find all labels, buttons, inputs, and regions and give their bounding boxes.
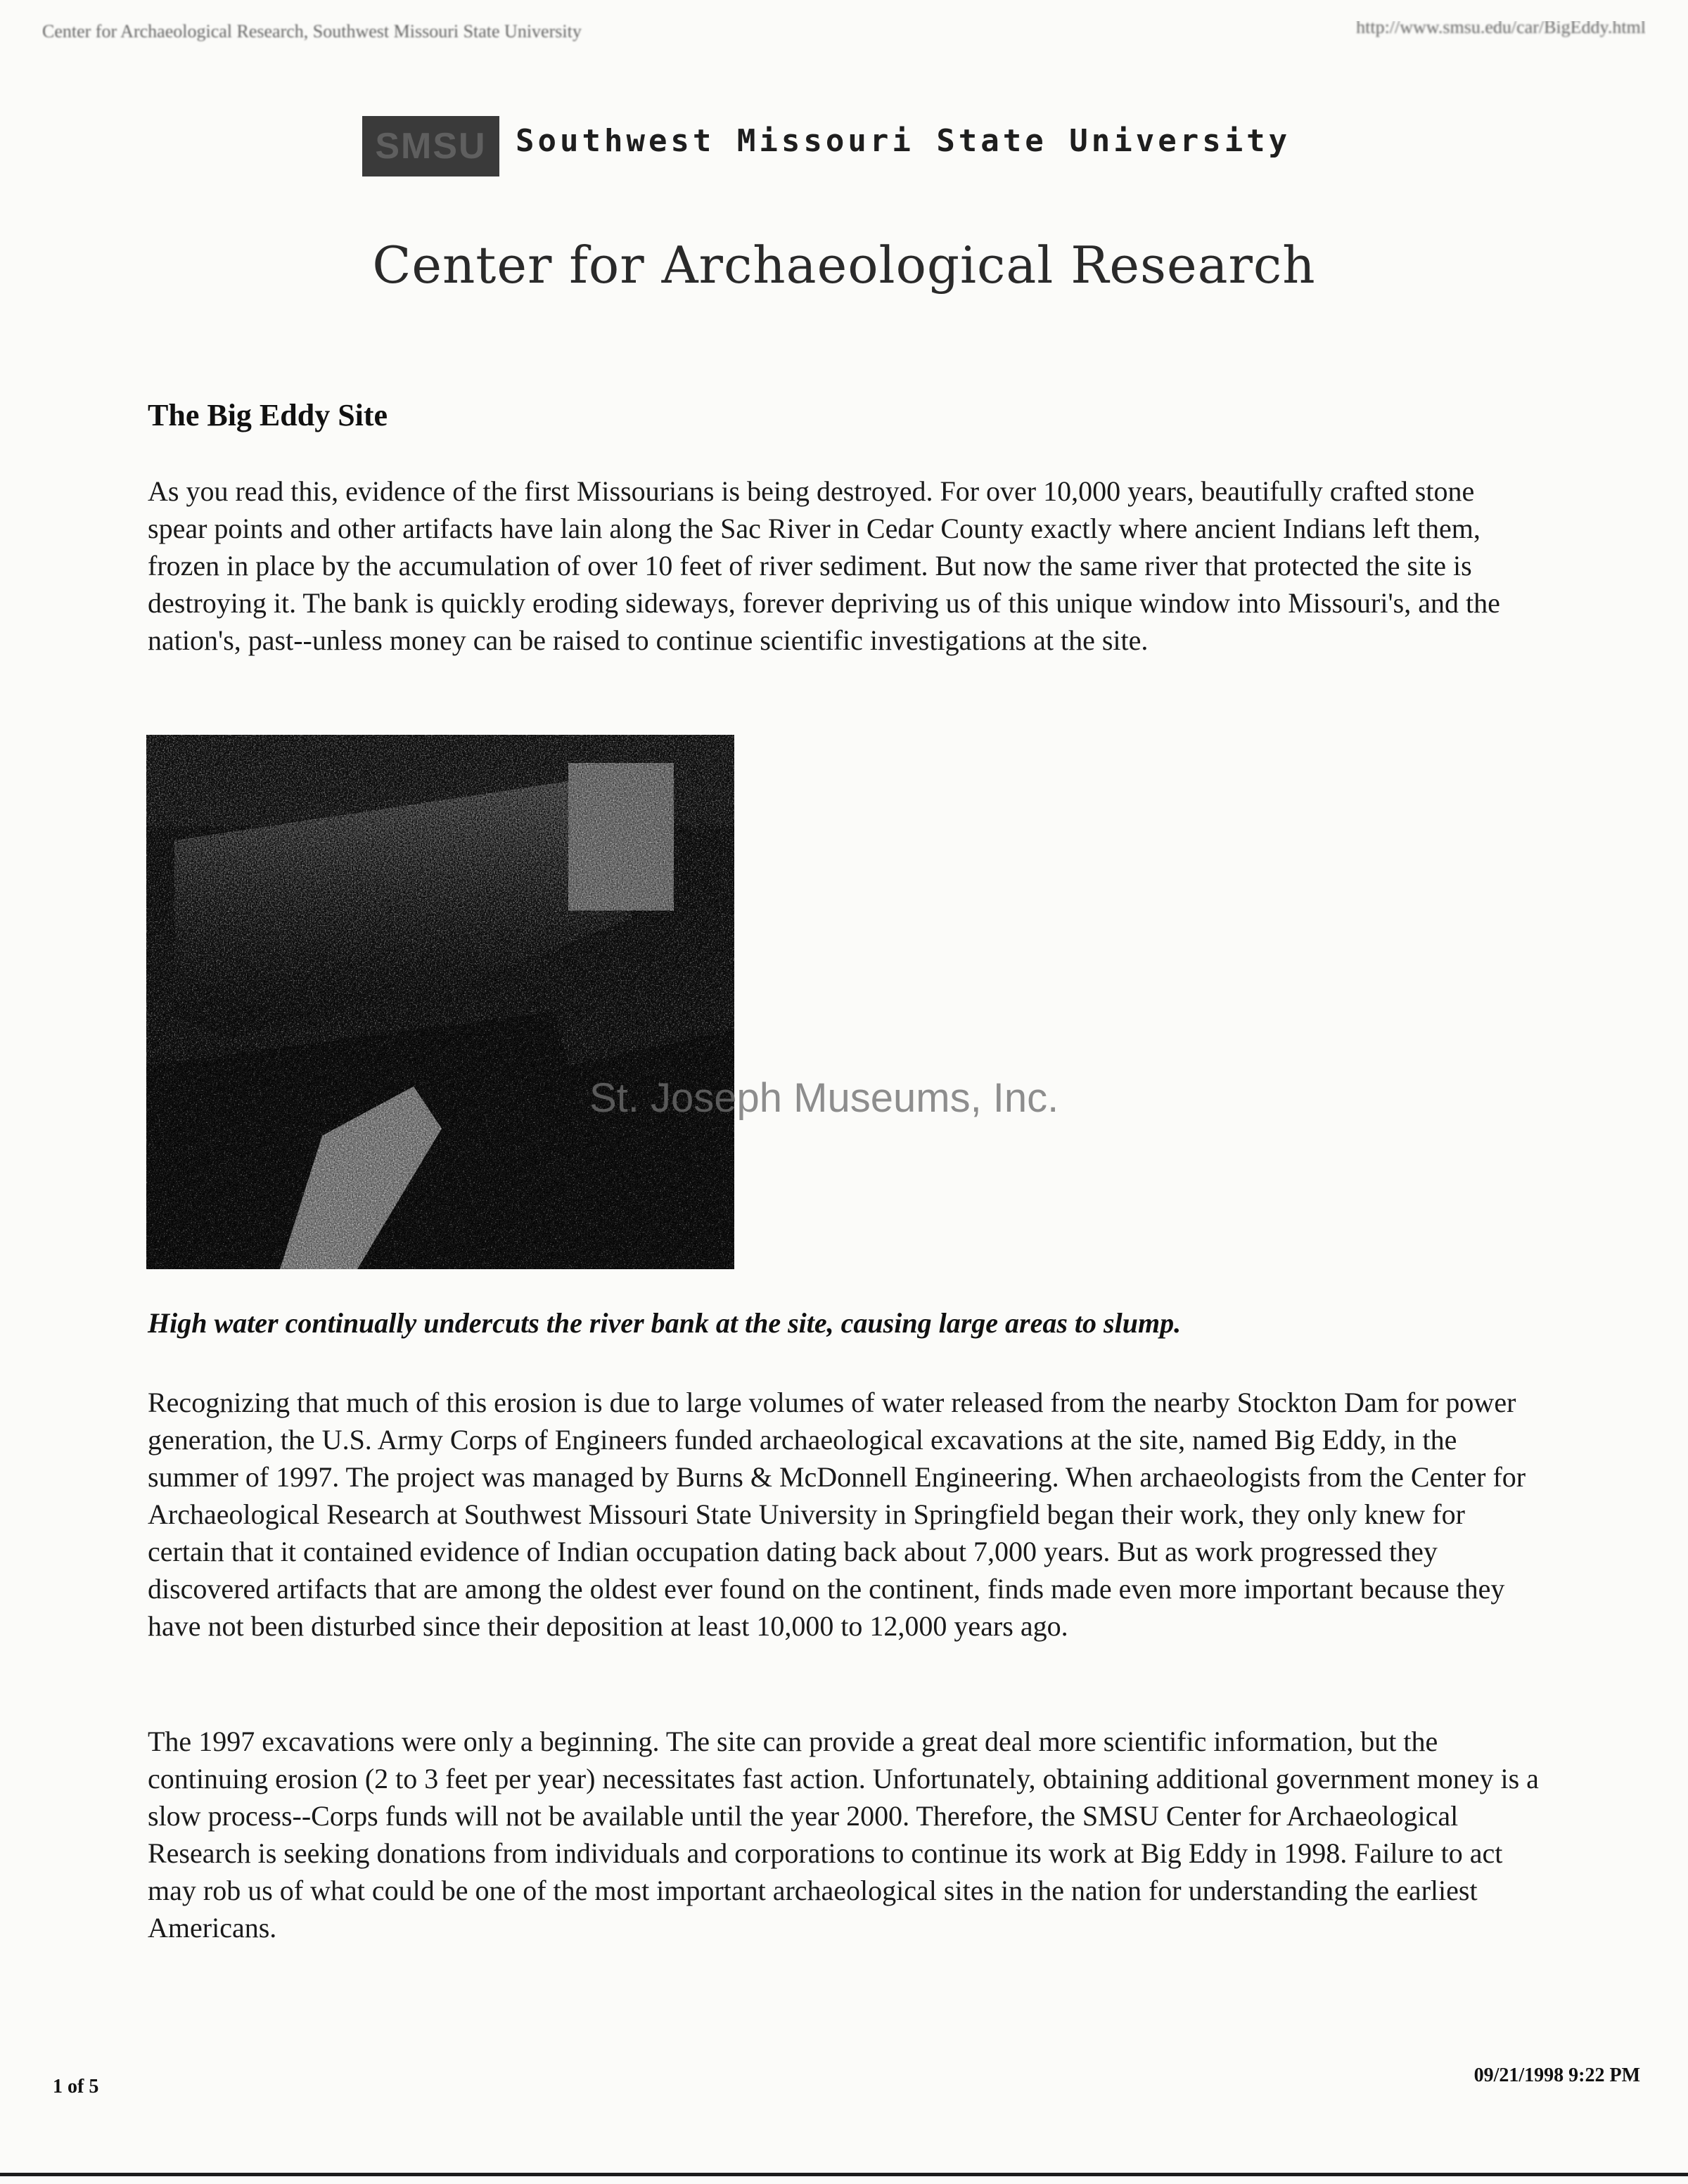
page-count: 1 of 5 (53, 2076, 99, 2098)
university-name: Southwest Missouri State University (516, 123, 1291, 159)
river-bank-photo (146, 735, 734, 1269)
print-header-url: http://www.smsu.edu/car/BigEddy.html (1356, 21, 1646, 37)
print-header (42, 21, 1646, 49)
print-header-title: Center for Archaeological Research, Southwest Missouri State University (42, 21, 582, 41)
bottom-rule (0, 2173, 1688, 2176)
photo-caption: High water continually undercuts the river bank at the site, causing large areas to slump. (148, 1307, 1182, 1339)
page-title: Center for Archaeological Research (372, 236, 1316, 295)
print-date: 09/21/1998 9:22 PM (1473, 2064, 1640, 2086)
university-banner (362, 116, 1347, 176)
history-paragraph: Recognizing that much of this erosion is due to large volumes of water released from the nearby Stockton Dam for power generation, the U.S. Army Corps of Engineers funded archaeological excavations at the site, named Big Eddy, in the summer of 1997. The project was managed by Burns & McDonnell Engineering. When archaeologists from the Center for Archaeological Research at Southwest Missouri State University in Springfield began their work, they only knew for certain that it contained evidence of Indian occupation dating back about 7,000 years. But as work progressed they discovered artifacts that are among the oldest ever found on the continent, finds made even more important because they have not been disturbed since their deposition at least 10,000 to 12,000 years ago. (148, 1387, 1526, 1642)
intro-paragraph: As you read this, evidence of the first Missourians is being destroyed. For over 10,000 years, beautifully crafted stone spear points and other artifacts have lain along the Sac River in Cedar County exactly where ancient Indians left them, frozen in place by the accumulation of over 10 feet of river sediment. But now the same river that protected the site is destroying it. The bank is quickly eroding sideways, forever depriving us of this unique window into Missouri's, and the nation's, past--unless money can be raised to continue scientific investigations at the site. (148, 475, 1500, 656)
smsu-logo: SMSU (362, 116, 499, 176)
section-heading: The Big Eddy Site (148, 398, 388, 432)
museum-watermark: St. Joseph Museums, Inc. (589, 1075, 1059, 1121)
appeal-paragraph: The 1997 excavations were only a beginning. The site can provide a great deal more scientific information, but the continuing erosion (2 to 3 feet per year) necessitates fast action. Unfortunately, obtaining additional government money is a slow process--Corps funds will not be available until the year 2000. Therefore, the SMSU Center for Archaeological Research is seeking donations from individuals and corporations to continue its work at Big Eddy in 1998. Failure to act may rob us of what could be one of the most important archaeological sites in the nation for understanding the earliest Americans. (148, 1726, 1539, 1944)
